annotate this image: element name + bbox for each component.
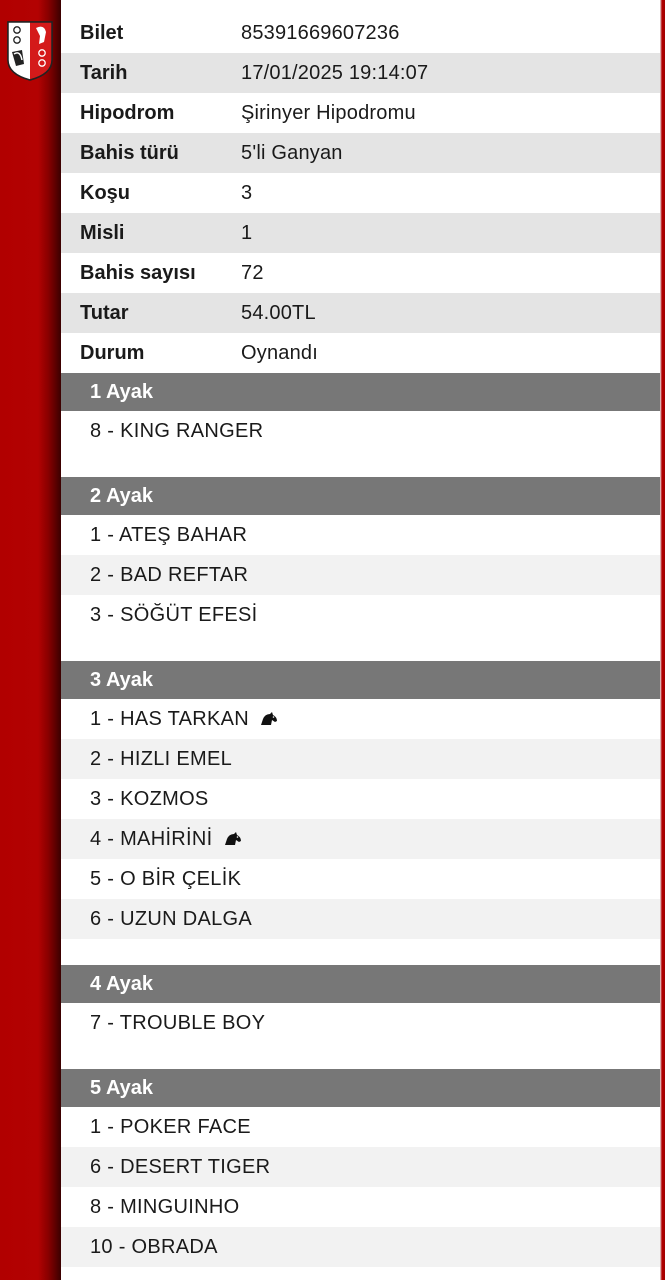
horse-label: 8 - MINGUINHO xyxy=(90,1195,240,1218)
horse-row xyxy=(61,899,660,939)
horse-label: 10 - OBRADA xyxy=(90,1235,218,1258)
info-row xyxy=(61,253,660,293)
horse-row xyxy=(61,1227,660,1267)
info-row xyxy=(61,53,660,93)
left-sidebar xyxy=(0,0,61,1280)
info-label: Koşu xyxy=(80,181,130,204)
horse-row xyxy=(61,1003,660,1043)
legs-list xyxy=(61,373,660,1267)
info-label: Bilet xyxy=(80,21,124,44)
ticket-info-table xyxy=(61,13,660,373)
info-label: Tarih xyxy=(80,61,128,84)
ticket-detail xyxy=(61,13,660,1280)
horse-row xyxy=(61,1147,660,1187)
horse-label: 2 - HIZLI EMEL xyxy=(90,747,233,770)
info-value: Şirinyer Hipodromu xyxy=(241,101,416,124)
info-row xyxy=(61,333,660,373)
info-label: Misli xyxy=(80,221,125,244)
info-row xyxy=(61,173,660,213)
info-row xyxy=(61,13,660,53)
horse-row xyxy=(61,1107,660,1147)
leg-section xyxy=(61,373,660,451)
horse-row xyxy=(61,1187,660,1227)
info-label: Tutar xyxy=(80,301,129,324)
info-value: Oynandı xyxy=(241,341,319,364)
horse-label: 4 - MAHİRİNİ xyxy=(90,827,213,850)
horse-row xyxy=(61,739,660,779)
leg-header: 1 Ayak xyxy=(61,373,660,411)
horse-row xyxy=(61,819,660,859)
horse-label: 1 - HAS TARKAN xyxy=(90,707,250,730)
info-row xyxy=(61,93,660,133)
horse-label: 5 - O BİR ÇELİK xyxy=(90,867,242,890)
info-value: 54.00TL xyxy=(241,301,316,324)
info-value: 5'li Ganyan xyxy=(241,141,343,164)
horse-label: 7 - TROUBLE BOY xyxy=(90,1011,266,1034)
info-label: Bahis türü xyxy=(80,141,179,164)
info-row xyxy=(61,293,660,333)
horse-label: 6 - UZUN DALGA xyxy=(90,907,253,930)
horse-row xyxy=(61,859,660,899)
info-value: 17/01/2025 19:14:07 xyxy=(241,61,429,84)
leg-section xyxy=(61,661,660,939)
horse-row xyxy=(61,595,660,635)
info-label: Durum xyxy=(80,341,145,364)
horse-label: 8 - KING RANGER xyxy=(90,419,264,442)
horse-label: 3 - KOZMOS xyxy=(90,787,209,810)
horse-label: 1 - POKER FACE xyxy=(90,1115,251,1138)
info-row xyxy=(61,133,660,173)
info-label: Bahis sayısı xyxy=(80,261,196,284)
club-logo xyxy=(6,20,54,82)
info-value: 1 xyxy=(241,221,253,244)
horse-row xyxy=(61,779,660,819)
horse-row xyxy=(61,515,660,555)
horse-head-icon xyxy=(259,711,279,727)
horse-row xyxy=(61,555,660,595)
horse-row xyxy=(61,699,660,739)
horse-label: 3 - SÖĞÜT EFESİ xyxy=(90,603,258,626)
info-value: 3 xyxy=(241,181,253,204)
leg-header: 4 Ayak xyxy=(61,965,660,1003)
horse-row xyxy=(61,411,660,451)
info-row xyxy=(61,213,660,253)
leg-header: 5 Ayak xyxy=(61,1069,660,1107)
horse-label: 2 - BAD REFTAR xyxy=(90,563,249,586)
leg-section xyxy=(61,965,660,1043)
info-value: 85391669607236 xyxy=(241,21,400,44)
right-edge-bar xyxy=(660,0,665,1280)
info-value: 72 xyxy=(241,261,264,284)
leg-section xyxy=(61,477,660,635)
horse-head-icon xyxy=(223,831,243,847)
leg-header: 3 Ayak xyxy=(61,661,660,699)
horse-label: 1 - ATEŞ BAHAR xyxy=(90,523,248,546)
leg-section xyxy=(61,1069,660,1267)
info-label: Hipodrom xyxy=(80,101,175,124)
horse-label: 6 - DESERT TIGER xyxy=(90,1155,271,1178)
leg-header: 2 Ayak xyxy=(61,477,660,515)
